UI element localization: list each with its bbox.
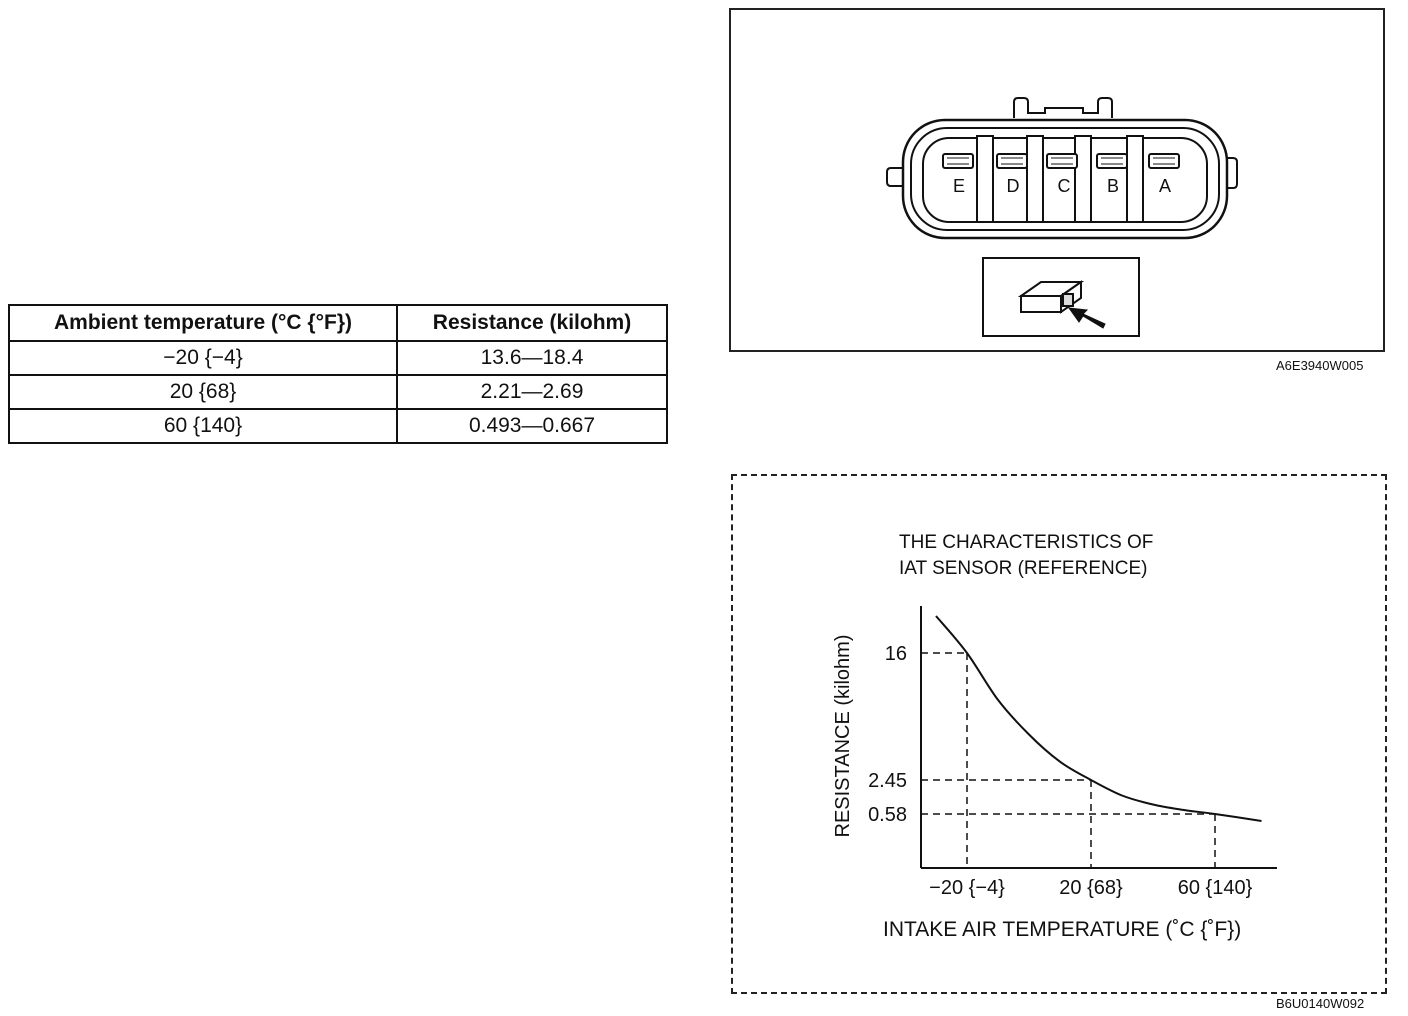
iat-characteristic-chart (733, 476, 1389, 996)
connector-figure-code: A6E3940W005 (1276, 358, 1364, 373)
table-cell-resistance: 0.493—0.667 (397, 409, 667, 443)
pin-label-e: E (952, 176, 966, 196)
chart-x-axis-label: INTAKE AIR TEMPERATURE (˚C {˚F}) (883, 918, 1242, 941)
y-tick-label: 0.58 (868, 804, 907, 826)
connector-left-nub (887, 168, 903, 186)
resistance-spec-table (8, 304, 668, 444)
table-cell-temperature: −20 {−4} (9, 341, 397, 375)
pin-label-d: D (1006, 176, 1020, 196)
connector-latch-tabs (1014, 98, 1112, 118)
table-row (9, 409, 667, 443)
column-header-resistance: Resistance (kilohm) (397, 305, 667, 341)
table-row (9, 375, 667, 409)
x-tick-label: 20 {68} (1059, 877, 1123, 899)
connector-illustration (731, 10, 1387, 354)
chart-title-line-1: THE CHARACTERISTICS OF (899, 532, 1154, 553)
pin-label-a: A (1158, 176, 1172, 196)
table-header-row (9, 305, 667, 341)
chart-figure-code: B6U0140W092 (1276, 996, 1365, 1011)
x-tick-label: 60 {140} (1177, 877, 1253, 899)
column-header-ambient-temperature: Ambient temperature (°C {°F}) (9, 305, 397, 341)
resistance-curve (936, 616, 1262, 821)
connector-figure (729, 8, 1385, 352)
pin-label-b: B (1106, 176, 1120, 196)
chart-title-line-2: IAT SENSOR (REFERENCE) (899, 558, 1148, 579)
y-tick-label: 16 (884, 643, 907, 665)
pin-label-c: C (1057, 176, 1071, 196)
table-row (9, 341, 667, 375)
chart-y-axis-label: RESISTANCE (kilohm) (832, 634, 854, 838)
iat-chart-figure (731, 474, 1387, 994)
y-tick-label: 2.45 (868, 770, 907, 792)
table-cell-temperature: 60 {140} (9, 409, 397, 443)
table-cell-resistance: 13.6—18.4 (397, 341, 667, 375)
table-cell-resistance: 2.21—2.69 (397, 375, 667, 409)
x-tick-label: −20 {−4} (929, 877, 1005, 899)
table-cell-temperature: 20 {68} (9, 375, 397, 409)
